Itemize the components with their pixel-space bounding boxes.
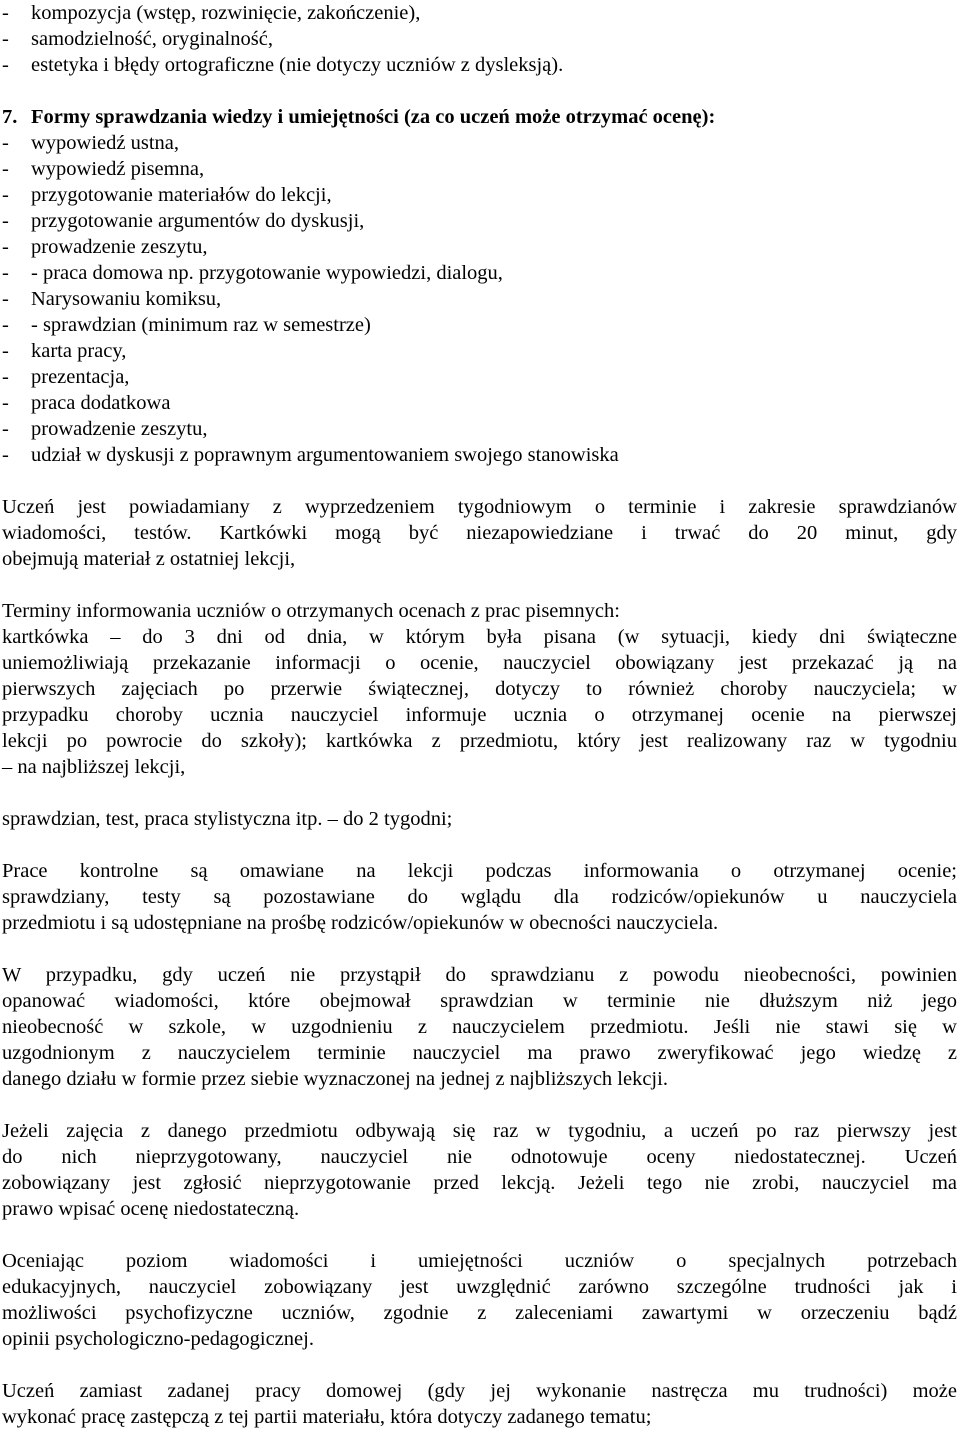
list-item — [2, 416, 207, 442]
list-item — [2, 260, 503, 286]
paragraph-line: opinii psychologiczno-pedagogicznej. — [2, 1328, 314, 1350]
list-item — [2, 26, 273, 52]
list-item-text: kompozycja (wstęp, rozwinięcie, zakończenie), — [31, 2, 421, 24]
list-dash: - — [2, 366, 9, 388]
paragraph-line: Uczeń zamiast zadanej pracy domowej (gdy jej wykonanie nastręcza mu trudności) może — [2, 1380, 957, 1402]
list-dash: - — [2, 444, 9, 466]
list-item — [2, 312, 371, 338]
list-item — [2, 442, 619, 468]
paragraph-line: do nich nieprzygotowany, nauczyciel nie odnotowuje oceny niedostatecznej. Uczeń — [2, 1146, 957, 1168]
list-item-text: wypowiedź ustna, — [31, 132, 180, 154]
paragraph-line: uzgodnionym z nauczycielem terminie nauczyciel ma prawo zweryfikować jego wiedzę z — [2, 1042, 957, 1064]
list-dash: - — [2, 2, 9, 24]
list-item — [2, 338, 126, 364]
paragraph-line: zobowiązany jest zgłosić nieprzygotowanie przed lekcją. Jeżeli tego nie zrobi, nauczyciel ma — [2, 1172, 957, 1194]
list-dash: - — [2, 210, 9, 232]
paragraph-line: prawo wpisać ocenę niedostateczną. — [2, 1198, 300, 1220]
list-item — [2, 286, 221, 312]
list-dash: - — [2, 340, 9, 362]
list-item — [2, 364, 129, 390]
paragraph-line: kartkówka – do 3 dni od dnia, w którym była pisana (w sytuacji, kiedy dni świąteczne — [2, 626, 957, 648]
section-title: Formy sprawdzania wiedzy i umiejętności (za co uczeń może otrzymać ocenę): — [31, 106, 716, 128]
paragraph-line: danego działu w formie przez siebie wyznaczonej na jednej z najbliższych lekcji. — [2, 1068, 668, 1090]
list-dash: - — [2, 392, 9, 414]
list-dash: - — [2, 236, 9, 258]
list-dash: - — [2, 288, 9, 310]
list-item-text: samodzielność, oryginalność, — [31, 28, 273, 50]
paragraph-line: wiadomości, testów. Kartkówki mogą być niezapowiedziane i trwać do 20 minut, gdy — [2, 522, 957, 544]
list-item-text: prowadzenie zeszytu, — [31, 418, 208, 440]
paragraph-line: Jeżeli zajęcia z danego przedmiotu odbywają się raz w tygodniu, a uczeń po raz pierwszy jest — [2, 1120, 957, 1142]
list-dash: - — [2, 132, 9, 154]
section-number: 7. — [2, 106, 18, 128]
list-item-text: estetyka i błędy ortograficzne (nie dotyczy uczniów z dysleksją). — [31, 54, 564, 76]
list-item — [2, 52, 563, 78]
list-item — [2, 234, 207, 260]
paragraph-line: pierwszych zajęciach po przerwie świątecznej, dotyczy to również choroby nauczyciela; w — [2, 678, 957, 700]
list-dash: - — [2, 314, 9, 336]
list-dash: - — [2, 158, 9, 180]
list-item-text: Narysowaniu komiksu, — [31, 288, 222, 310]
paragraph-line: możliwości psychofizyczne uczniów, zgodnie z zaleceniami zawartymi w orzeczeniu bądź — [2, 1302, 957, 1324]
list-dash: - — [2, 418, 9, 440]
paragraph-line: opanować wiadomości, które obejmował sprawdzian w terminie nie dłuższym niż jego — [2, 990, 957, 1012]
paragraph-line: Uczeń jest powiadamiany z wyprzedzeniem tygodniowym o terminie i zakresie sprawdzianów — [2, 496, 957, 518]
list-dash: - — [2, 262, 9, 284]
paragraph-line: przedmiotu i są udostępniane na prośbę rodziców/opiekunów w obecności nauczyciela. — [2, 912, 719, 934]
list-item — [2, 390, 170, 416]
list-dash: - — [2, 28, 9, 50]
paragraph-line: – na najbliższej lekcji, — [2, 756, 186, 778]
list-item-text: - sprawdzian (minimum raz w semestrze) — [31, 314, 371, 336]
list-item — [2, 208, 364, 234]
section-heading — [2, 104, 715, 130]
paragraph-line: W przypadku, gdy uczeń nie przystąpił do sprawdzianu z powodu nieobecności, powinien — [2, 964, 957, 986]
list-item-text: przygotowanie materiałów do lekcji, — [31, 184, 332, 206]
list-dash: - — [2, 54, 9, 76]
list-item — [2, 0, 420, 26]
paragraph-line: nieobecność w szkole, w uzgodnieniu z nauczycielem przedmiotu. Jeśli nie stawi się w — [2, 1016, 957, 1038]
list-item-text: przygotowanie argumentów do dyskusji, — [31, 210, 365, 232]
paragraph-line: wykonać pracę zastępczą z tej partii materiału, która dotyczy zadanego tematu; — [2, 1406, 652, 1428]
list-item-text: prowadzenie zeszytu, — [31, 236, 208, 258]
list-item-text: - praca domowa np. przygotowanie wypowiedzi, dialogu, — [31, 262, 503, 284]
paragraph-line: Terminy informowania uczniów o otrzymanych ocenach z prac pisemnych: — [2, 600, 620, 622]
list-item-text: wypowiedź pisemna, — [31, 158, 205, 180]
paragraph-line: Prace kontrolne są omawiane na lekcji podczas informowania o otrzymanej ocenie; — [2, 860, 957, 882]
list-item-text: praca dodatkowa — [31, 392, 171, 414]
list-item — [2, 156, 204, 182]
list-item — [2, 182, 332, 208]
paragraph-tests-term: sprawdzian, test, praca stylistyczna itp. – do 2 tygodni; — [2, 808, 453, 830]
paragraph-line: obejmują materiał z ostatniej lekcji, — [2, 548, 296, 570]
list-item-text: prezentacja, — [31, 366, 130, 388]
list-item-text: karta pracy, — [31, 340, 127, 362]
paragraph-line: Oceniając poziom wiadomości i umiejętności uczniów o specjalnych potrzebach — [2, 1250, 957, 1272]
paragraph-line: uniemożliwiają przekazanie informacji o ocenie, nauczyciel obowiązany jest przekazać ją na — [2, 652, 957, 674]
list-dash: - — [2, 184, 9, 206]
paragraph-line: edukacyjnych, nauczyciel zobowiązany jest uwzględnić zarówno szczególne trudności jak i — [2, 1276, 957, 1298]
list-item — [2, 130, 179, 156]
paragraph-line: lekcji po powrocie do szkoły); kartkówka z przedmiotu, który jest realizowany raz w tygodniu — [2, 730, 957, 752]
paragraph-line: przypadku choroby ucznia nauczyciel informuje ucznia o otrzymanej ocenie na pierwszej — [2, 704, 957, 726]
list-item-text: udział w dyskusji z poprawnym argumentowaniem swojego stanowiska — [31, 444, 619, 466]
paragraph-line: sprawdziany, testy są pozostawiane do wglądu dla rodziców/opiekunów u nauczyciela — [2, 886, 957, 908]
